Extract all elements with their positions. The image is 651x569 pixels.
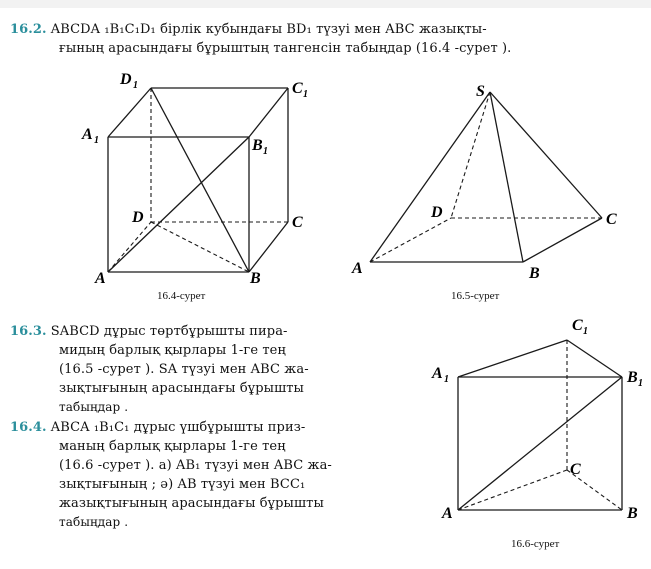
label-c1: C	[572, 317, 583, 334]
problem-number: 16.4.	[10, 420, 47, 435]
label-subscript: 1	[583, 326, 588, 337]
edge-b1c1	[249, 88, 288, 137]
label-b: B	[627, 505, 638, 522]
label-subscript: 1	[263, 146, 268, 157]
hidden-diagonal-db	[151, 222, 249, 272]
figure-caption-16-4: 16.4-сурет	[157, 290, 206, 302]
label-a1: A	[82, 126, 93, 143]
problem-text-line: зықтығының арасындағы бұрышты	[59, 381, 304, 396]
hidden-edge-ad	[370, 218, 451, 262]
edge-bc	[523, 218, 602, 262]
label-subscript: 1	[303, 89, 308, 100]
diagonal-ab1	[458, 377, 622, 510]
label-subscript: 1	[94, 135, 99, 146]
problem-number: 16.3.	[10, 324, 47, 339]
label-a: A	[95, 270, 106, 287]
label-d: D	[132, 209, 144, 226]
pyramid-figure	[351, 83, 617, 282]
edge-c1b1	[567, 340, 622, 377]
label-subscript: 1	[133, 80, 138, 91]
problem-text-line: табыңдар .	[59, 400, 129, 414]
edge-sa	[370, 92, 490, 262]
label-b: B	[250, 270, 261, 287]
edge-a1d1	[108, 88, 151, 137]
label-b: B	[529, 265, 540, 282]
label-s: S	[476, 83, 485, 100]
hidden-edge-ac	[458, 470, 567, 510]
label-b1: B	[252, 137, 263, 154]
problem-text-line: жазықтығының арасындағы бұрышты	[59, 496, 324, 511]
figure-caption-16-5: 16.5-сурет	[451, 290, 500, 302]
edge-a1c1	[458, 340, 567, 377]
label-c: C	[606, 211, 617, 228]
problem-text-line: табыңдар .	[59, 515, 129, 529]
problem-text-line: (16.6 -сурет ). а) AB₁ түзуі мен ABC жа-	[59, 458, 332, 473]
problem-text-line: зықтығының ; ә) AB түзуі мен BCC₁	[59, 477, 306, 492]
label-c1: C	[292, 80, 303, 97]
label-c: C	[292, 214, 303, 231]
label-d: D	[431, 204, 443, 221]
problem-16-4	[10, 418, 420, 532]
problem-text-line: SABCD дұрыс төртбұрышты пира-	[50, 324, 288, 339]
label-d1: D	[120, 71, 132, 88]
problem-text-line: ғының арасындағы бұрыштың тангенсін табыңдар (16.4 -сурет ).	[59, 41, 512, 56]
figure-caption-16-6: 16.6-сурет	[511, 538, 560, 550]
label-subscript: 1	[638, 378, 643, 389]
problem-text-line: маның барлық қырлары 1-ге тең	[59, 439, 286, 454]
hidden-edge-ad	[108, 222, 151, 272]
label-a: A	[352, 260, 363, 277]
edge-sb	[490, 92, 523, 262]
problem-text-line: мидың барлық қырлары 1-ге тең	[59, 343, 286, 358]
problem-number: 16.2.	[10, 22, 47, 37]
label-a1: A	[432, 365, 443, 382]
problem-text-line: (16.5 -сурет ). SA түзуі мен ABC жа-	[59, 362, 309, 377]
edge-sc	[490, 92, 602, 218]
label-a: A	[442, 505, 453, 522]
problem-text-line: ABCA ₁B₁C₁ дұрыс үшбұрышты приз-	[50, 420, 306, 435]
label-subscript: 1	[444, 374, 449, 385]
label-c: C	[570, 461, 581, 478]
label-b1: B	[627, 369, 638, 386]
edge-bc	[249, 222, 288, 272]
problem-text-line: ABCDA ₁B₁C₁D₁ бірлік кубындағы BD₁ түзуі мен ABC жазықты-	[50, 22, 487, 37]
problem-16-3	[10, 322, 420, 417]
prism-figure	[431, 317, 643, 522]
hidden-edge-sd	[451, 92, 490, 218]
diagonal-ab1	[108, 137, 249, 272]
cube-figure	[81, 71, 308, 287]
diagonal-d1b	[151, 88, 249, 272]
